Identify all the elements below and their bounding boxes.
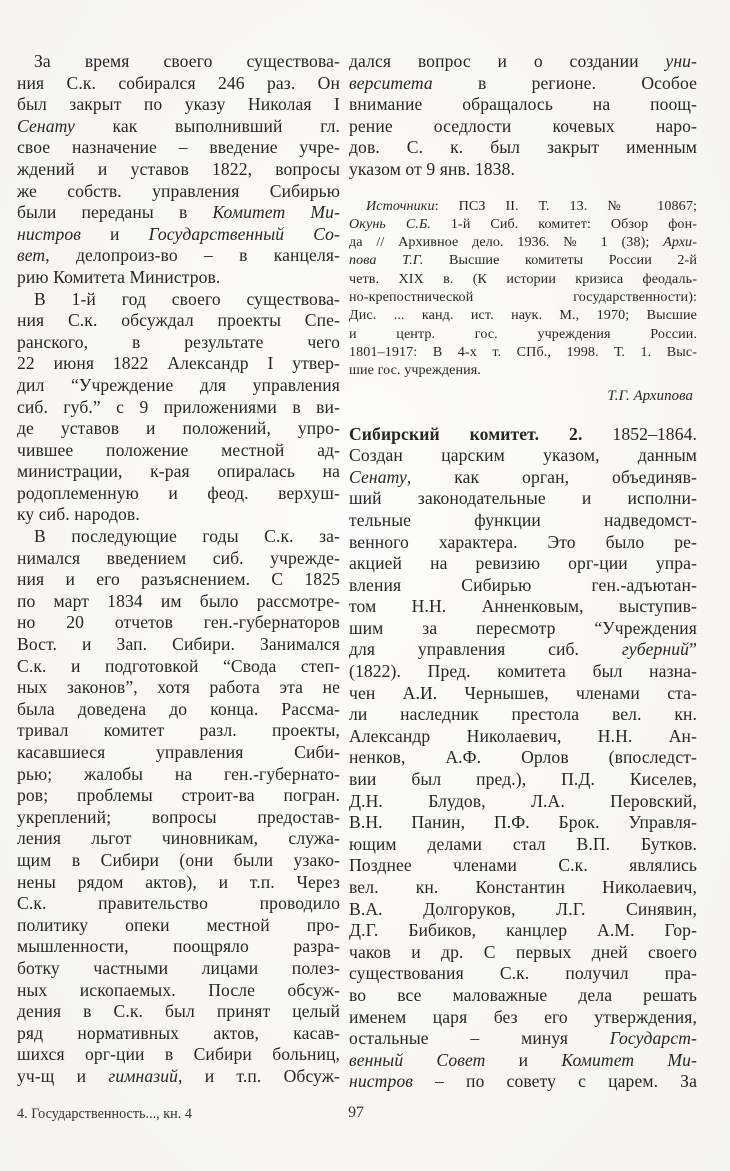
text-run: уч-щ и (17, 1065, 109, 1086)
sources-note (349, 197, 697, 380)
text-run: , и т.п. Обсуж- (178, 1065, 341, 1086)
text-line (349, 532, 697, 554)
text-run: же собств. управления Сибирью (17, 180, 340, 201)
italic-text-run: пова Т.Г. (349, 252, 424, 269)
text-line (349, 116, 697, 138)
paragraph-history-3-continued (349, 51, 697, 181)
text-line (349, 73, 697, 95)
text-run: 1852–1864. (582, 423, 698, 444)
text-run: касавшиеся управления Сиби- (17, 742, 340, 762)
text-line (349, 251, 697, 269)
text-line (349, 306, 697, 324)
text-run: 22 июня 1822 Александр I утвер- (17, 353, 340, 374)
text-run: де уставов и положений, упро- (17, 418, 340, 439)
text-run: Д.Г. Бибиков, канцлер А.М. Гор- (349, 920, 697, 941)
text-run: , как орган, объединяв- (406, 466, 697, 487)
text-run: За время своего существова- (34, 51, 340, 71)
text-line (349, 834, 697, 856)
text-line (349, 270, 697, 288)
italic-text-run: Архи- (663, 234, 697, 251)
bold-text-run: Сибирский комитет. 2. (349, 423, 583, 444)
text-run: сиб. губ.” с 9 приложениями в ви- (17, 396, 340, 417)
text-run: мышленности, поощряло разра- (17, 936, 340, 957)
text-run: ранского, в результате чего (17, 331, 340, 352)
text-run: ку сиб. народов. (17, 504, 140, 525)
text-line (349, 1050, 697, 1072)
text-line (349, 197, 697, 215)
text-line (349, 726, 697, 748)
text-run: щим в Сибири (они были узако- (17, 849, 340, 870)
text-line (17, 267, 340, 289)
text-line (349, 51, 697, 73)
text-line (17, 245, 340, 267)
text-line (349, 1007, 697, 1029)
text-run: и (80, 223, 149, 244)
text-line (349, 812, 697, 834)
text-run: ” (689, 639, 697, 660)
italic-text-run: Сенату (17, 115, 75, 136)
text-line (349, 899, 697, 921)
text-line (349, 94, 697, 116)
paragraph-history-2 (17, 289, 340, 527)
text-run: ший законодательные и исполни- (349, 488, 697, 509)
text-line (17, 1001, 340, 1023)
text-line (17, 591, 340, 613)
text-line (349, 137, 697, 159)
text-run: чен А.И. Чернышев, членами ста- (349, 682, 697, 703)
italic-text-run: Источники (366, 197, 435, 214)
text-run: чившее положение местной ад- (17, 439, 340, 460)
text-line (17, 73, 340, 95)
text-run: ния С.к. собирался 246 раз. Он (17, 72, 340, 93)
italic-text-run: Т.Г. Архипова (607, 387, 693, 404)
text-run: Александр Николаевич, Н.Н. Ан- (349, 725, 697, 746)
text-run: 1-й Сиб. комитет: Обзор фон- (431, 215, 698, 232)
text-line (349, 288, 697, 306)
text-line (349, 639, 697, 661)
text-line (349, 467, 697, 489)
text-run: укреплений; вопросы предостав- (17, 806, 340, 827)
text-run: свое назначение – введение учре- (17, 137, 340, 158)
text-run: ных ископаемых. После обсуж- (17, 979, 340, 1000)
text-line (17, 764, 340, 786)
text-line (17, 526, 340, 548)
text-line (17, 289, 340, 311)
text-run: шим за пересмотр “Учреждения (349, 617, 697, 638)
italic-text-run: гимназий (108, 1065, 179, 1086)
italic-text-run: Комитет Ми- (212, 202, 340, 223)
text-line (349, 596, 697, 618)
text-run: , делопроиз-во – в канцеля- (45, 245, 340, 266)
paragraph-history-3 (17, 526, 340, 1087)
text-run: – по совету с царем. За (412, 1071, 697, 1092)
text-line (17, 742, 340, 764)
text-run: но-крепостнической государственности): (349, 289, 697, 306)
text-run: том Н.Н. Анненковым, выступив- (349, 596, 697, 617)
text-line (17, 656, 340, 678)
text-line (17, 181, 340, 203)
text-line (349, 963, 697, 985)
text-line (349, 683, 697, 705)
text-run: чаков и др. С первых дней своего (349, 941, 697, 962)
text-line (17, 872, 340, 894)
text-line (17, 440, 340, 462)
text-line (17, 483, 340, 505)
text-run: для управления сиб. (349, 639, 622, 660)
text-line (17, 850, 340, 872)
text-line (17, 720, 340, 742)
text-line (17, 828, 340, 850)
page-footer (0, 1104, 730, 1128)
text-run: вел. кн. Константин Николаевич, (349, 877, 697, 897)
text-line (17, 224, 340, 246)
text-run: ления льгот чиновникам, служа- (17, 828, 340, 849)
text-line (17, 51, 340, 73)
text-run: во все маловажные дела решать (349, 984, 697, 1005)
text-line (349, 325, 697, 343)
text-run: остальные – минуя (349, 1028, 610, 1049)
text-line (17, 548, 340, 570)
text-run: В.Н. Панин, П.Ф. Брок. Управля- (349, 812, 697, 833)
text-run: 1801–1917: В 4-х т. СПб., 1998. Т. 1. Выс- (349, 343, 697, 360)
italic-text-run: венный Совет (349, 1049, 486, 1070)
italic-text-run: верситета (349, 72, 433, 93)
text-run: да // Архивное дело. 1936. № 1 (38); (349, 234, 664, 251)
text-line (349, 159, 697, 181)
italic-text-run: нистров (349, 1071, 413, 1092)
text-run: Позднее членами С.к. являлись (349, 855, 697, 876)
text-run: существования С.к. получил пра- (349, 963, 697, 984)
text-line (349, 553, 697, 575)
text-run: ждений и уставов 1822, вопросы (17, 158, 340, 179)
text-run: были переданы в (17, 202, 213, 223)
text-run: тельные функции надведомст- (349, 509, 697, 530)
text-run: именем царя без его утверждения, (349, 1006, 697, 1027)
text-run: С.к. и подготовкой “Свода степ- (17, 655, 340, 676)
text-line (17, 569, 340, 591)
text-line (349, 575, 697, 597)
text-line (349, 387, 693, 405)
text-run: политику опеки местной про- (17, 914, 340, 935)
text-run: ния С.к. обсуждал проекты Спе- (17, 310, 340, 331)
text-line (17, 677, 340, 699)
text-line (17, 418, 340, 440)
italic-text-run: Государст- (609, 1028, 697, 1049)
text-run: как выполнивший гл. (74, 115, 340, 136)
text-run: венного характера. Это было ре- (349, 531, 697, 552)
text-line (17, 1023, 340, 1045)
text-line (17, 612, 340, 634)
text-line (17, 353, 340, 375)
italic-text-run: губерний (621, 639, 690, 660)
text-line (349, 855, 697, 877)
author-signature (349, 387, 697, 405)
text-run: министрации, к-рая опиралась на (17, 461, 340, 482)
text-run: дил “Учреждение для управления (17, 374, 340, 395)
text-run: указом от 9 янв. 1838. (349, 158, 515, 179)
text-run: шие гос. учреждения. (349, 362, 481, 379)
text-run: дался вопрос и о создании (349, 51, 666, 71)
text-line (349, 343, 697, 361)
text-line (349, 747, 697, 769)
italic-text-run: нистров (17, 223, 81, 244)
text-run: ли наследник престола вел. кн. (349, 704, 697, 725)
text-run: вления Сибирью ген.-адъютан- (349, 574, 697, 595)
text-line (17, 310, 340, 332)
text-line (17, 1044, 340, 1066)
text-run: В последующие годы С.к. за- (34, 526, 340, 547)
text-run: рию Комитета Министров. (17, 266, 221, 287)
text-line (349, 791, 697, 813)
text-run: (1822). Пред. комитета был назна- (349, 661, 697, 682)
text-line (349, 1071, 697, 1093)
text-line (349, 661, 697, 683)
italic-text-run: Окунь С.Б. (349, 215, 431, 232)
text-run: ров; проблемы строит-ва погран. (17, 785, 340, 806)
text-line (17, 634, 340, 656)
text-line (349, 488, 697, 510)
text-line (349, 1028, 697, 1050)
text-line (349, 704, 697, 726)
text-run: ряд нормативных актов, касав- (17, 1022, 340, 1043)
page-number: 97 (348, 1104, 364, 1121)
italic-text-run: Комитет Ми- (561, 1049, 697, 1070)
text-run: В 1-й год своего существова- (34, 288, 340, 309)
text-run: рью; жалобы на ген.-губернато- (17, 763, 340, 784)
text-line (17, 94, 340, 116)
text-line (17, 915, 340, 937)
text-line (17, 137, 340, 159)
text-run: но 20 отчетов ген.-губернаторов (17, 612, 340, 633)
italic-text-run: вет (17, 245, 46, 266)
text-run: дов. С. к. был закрыт именным (349, 137, 697, 158)
text-run: нены рядом актов), и т.п. Через (17, 871, 340, 892)
text-run: нимался введением сиб. учрежде- (17, 547, 340, 568)
text-run: дения в С.к. был принят целый (17, 1001, 340, 1022)
text-run: акцией на ревизию орг-ции упра- (349, 553, 697, 574)
text-run: ненков, А.Ф. Орлов (впоследст- (349, 747, 697, 768)
text-run: Вост. и Зап. Сибири. Занимался (17, 634, 340, 655)
text-line (17, 807, 340, 829)
left-column (17, 51, 340, 1088)
text-run: ных законов”, хотя работа эта не (17, 677, 340, 698)
text-run: тривал комитет разл. проекты, (17, 720, 340, 741)
text-run: вии был пред.), П.Д. Киселев, (349, 769, 697, 790)
text-run: в регионе. Особое (432, 72, 697, 93)
text-line (17, 980, 340, 1002)
text-line (349, 877, 697, 899)
text-run: Создан царским указом, данным (349, 445, 697, 466)
text-run: и (485, 1049, 562, 1070)
text-run: ния и его разъяснением. С 1825 (17, 569, 340, 590)
text-run: и центр. гос. учреждения России. (349, 325, 697, 342)
text-line (17, 375, 340, 397)
text-run: В.А. Долгоруков, Л.Г. Синявин, (349, 898, 697, 919)
text-line (17, 504, 340, 526)
text-line (17, 958, 340, 980)
text-run: внимание обращалось на поощ- (349, 94, 697, 115)
text-line (17, 1066, 340, 1088)
text-run: Д.Н. Блудов, Л.А. Перовский, (349, 790, 697, 811)
text-line (17, 893, 340, 915)
text-run: Дис. ... канд. ист. наук. М., 1970; Высшие (349, 307, 697, 324)
text-line (17, 785, 340, 807)
text-line (349, 233, 697, 251)
text-line (17, 936, 340, 958)
text-run: ющим делами стал В.П. Бутков. (349, 833, 697, 854)
text-line (349, 424, 697, 446)
book-series-label: 4. Государственность..., кн. 4 (17, 1106, 192, 1122)
text-run: четв. XIX в. (К истории кризиса феодаль- (349, 270, 697, 287)
italic-text-run: Государственный Со- (148, 223, 341, 244)
text-run: С.к. правительство проводило (17, 893, 340, 914)
text-run: шихся орг-ции в Сибири больниц, (17, 1044, 340, 1065)
article-siberian-committee-2 (349, 424, 697, 1093)
italic-text-run: Сенату (349, 466, 407, 487)
paragraph-history-1 (17, 51, 340, 289)
right-column (349, 51, 697, 1093)
text-line (349, 985, 697, 1007)
text-run: был закрыт по указу Николая I (17, 94, 340, 115)
text-run: была доведена до конца. Рассма- (17, 698, 340, 719)
text-run: Высшие комитеты России 2-й (423, 252, 697, 269)
text-run: родоплеменную и феод. верхуш- (17, 482, 340, 503)
text-line (17, 159, 340, 181)
text-run: : ПСЗ II. Т. 13. № 10867; (434, 197, 697, 214)
text-line (17, 332, 340, 354)
text-line (17, 397, 340, 419)
text-run: рение оседлости кочевых наро- (349, 115, 697, 136)
text-line (17, 202, 340, 224)
text-line (349, 510, 697, 532)
text-line (349, 215, 697, 233)
text-line (349, 942, 697, 964)
text-line (349, 769, 697, 791)
text-run: по март 1834 им было рассмотре- (17, 590, 340, 611)
text-line (17, 461, 340, 483)
text-line (17, 116, 340, 138)
text-line (349, 618, 697, 640)
italic-text-run: уни- (665, 51, 697, 71)
text-run: ботку частными лицами полез- (17, 957, 340, 978)
text-line (349, 361, 697, 379)
text-line (349, 445, 697, 467)
text-line (349, 920, 697, 942)
text-line (17, 699, 340, 721)
